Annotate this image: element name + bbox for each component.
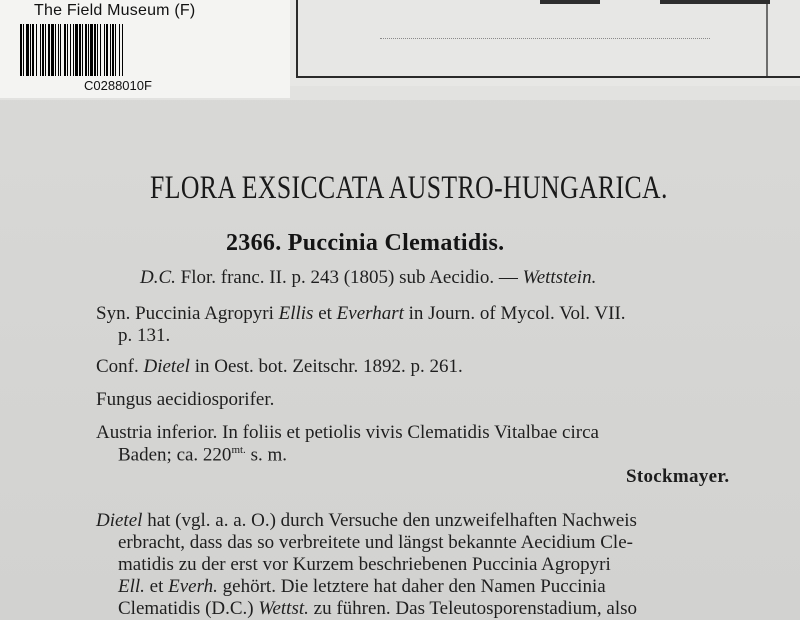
italic-text: Everh.	[168, 576, 218, 597]
text-line	[118, 598, 637, 620]
ledger-bottom-rule	[296, 76, 800, 78]
text-segment: Clematidis (D.C.)	[118, 598, 259, 619]
text-segment: in Journ. of Mycol. Vol. VII.	[403, 303, 626, 324]
text-line	[118, 532, 633, 554]
exsiccata-number-heading: 2366. Puccinia Clematidis.	[226, 230, 505, 256]
italic-text: Wettstein.	[522, 267, 597, 288]
italic-text: Wettst.	[258, 598, 309, 619]
museum-label-card	[0, 0, 290, 98]
text-line	[118, 325, 170, 347]
text-line	[118, 444, 287, 466]
text-segment: Syn. Puccinia Agropyri	[96, 303, 279, 324]
text-segment: et	[313, 303, 337, 324]
text-segment: Conf.	[96, 356, 144, 377]
ledger-form	[290, 0, 800, 86]
italic-text: Ell.	[118, 576, 145, 597]
text-segment: Fungus aecidiosporifer.	[96, 389, 275, 410]
italic-text: Dietel	[96, 510, 143, 531]
text-segment: et	[144, 576, 169, 597]
text-segment: in Oest. bot. Zeitschr. 1892. p. 261.	[189, 356, 463, 377]
text-line	[96, 389, 274, 411]
barcode	[20, 24, 192, 76]
document-title: FLORA EXSICCATA AUSTRO-HUNGARICA.	[150, 170, 668, 206]
ledger-text-fragment	[660, 0, 770, 4]
text-segment: Flor. franc. II. p. 243 (1805) sub Aecidio. —	[175, 267, 523, 288]
italic-text: Ellis	[278, 303, 314, 324]
text-segment: gehört. Die letztere hat daher den Namen Puccinia	[217, 576, 606, 597]
institution-name: The Field Museum (F)	[34, 2, 196, 19]
italic-text: Everhart	[336, 303, 404, 324]
text-segment: erbracht, dass das so verbreitete und längst bekannte Aecidium Cle-	[118, 532, 633, 553]
catalog-number: C0288010F	[84, 78, 152, 93]
text-line	[140, 267, 596, 289]
unit-superscript: mt.	[231, 444, 246, 456]
italic-text: Dietel	[143, 356, 190, 377]
text-line	[118, 554, 611, 576]
text-segment: p. 131.	[118, 325, 171, 346]
text-segment: s. m.	[245, 444, 287, 466]
text-line	[96, 422, 599, 444]
text-line	[96, 303, 626, 325]
text-segment: hat (vgl. a. a. O.) durch Versuche den unzweifelhaften Nachweis	[142, 510, 637, 531]
ledger-left-rule	[296, 0, 298, 78]
text-line	[118, 576, 606, 598]
text-line	[96, 356, 463, 378]
text-segment: zu führen. Das Teleutosporenstadium, also	[308, 598, 637, 619]
ledger-dotted-line	[380, 38, 710, 40]
text-segment: Austria inferior. In foliis et petiolis vivis Clematidis Vitalbae circa	[96, 422, 599, 443]
ledger-right-rule	[766, 0, 768, 78]
italic-text: D.C.	[140, 267, 176, 288]
text-segment: Baden; ca. 220	[118, 444, 232, 466]
ledger-text-fragment	[540, 0, 600, 4]
text-line	[96, 510, 637, 532]
collector-name: Stockmayer.	[626, 466, 730, 487]
barcode-bar	[123, 24, 124, 76]
text-segment: matidis zu der erst vor Kurzem beschriebenen Puccinia Agropyri	[118, 554, 611, 575]
